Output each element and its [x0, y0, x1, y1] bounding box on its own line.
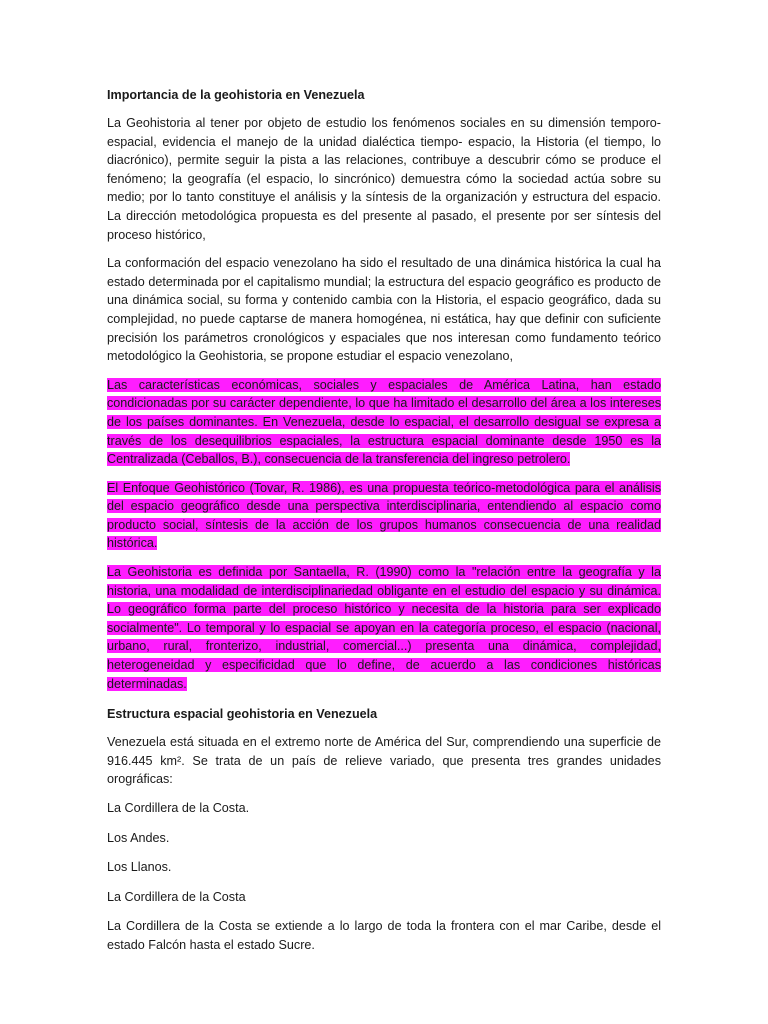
highlighted-paragraph-santaella — [107, 563, 661, 693]
subheading-cordillera: La Cordillera de la Costa — [107, 889, 246, 904]
paragraph-cordillera-extension: La Cordillera de la Costa se extiende a lo largo de toda la frontera con el mar Caribe, desde el estado Falcón hasta el estado Sucre. — [107, 919, 661, 952]
list-item-llanos: Los Llanos. — [107, 860, 172, 875]
section-heading-estructura: Estructura espacial geohistoria en Venezuela — [107, 707, 378, 722]
paragraph-geohistoria-definicion: La Geohistoria al tener por objeto de estudio los fenómenos sociales en su dimensión temporo-espacial, evidencia el manejo de la unidad dialéctica tiempo- espacio, la Historia (el tiempo, lo diacrónico), permite seguir la pista a las relaciones, contribuye a descubrir cómo se produce el fenómeno; la geografía (el espacio, lo sincrónico) demuestra cómo la sociedad actúa sobre su medio; por lo tanto constituye el análisis y la síntesis de la organización y estructura del espacio. La dirección metodológica propuesta es del presente al pasado, el presente por ser síntesis del proceso histórico, — [107, 116, 661, 242]
highlighted-paragraph-america-latina — [107, 376, 661, 469]
highlighted-paragraph-enfoque-geohistorico — [107, 479, 661, 553]
list-item-andes: Los Andes. — [107, 830, 170, 845]
paragraph-venezuela-situacion: Venezuela está situada en el extremo norte de América del Sur, comprendiendo una superficie de 916.445 km². Se trata de un país de relieve variado, que presenta tres grandes unidades orográficas: — [107, 735, 661, 787]
highlight-text: La Geohistoria es definida por Santaella, R. (1990) como la "relación entre la geografía y la historia, una modalidad de interdisciplinariedad obligante en el estudio del espacio y su dinámica. Lo geográfico forma parte del proceso histórico y necesita de la historia para ser explicado socialmente". Lo temporal y lo espacial se apoyan en la categoría proceso, el espacio (nacional, urbano, rural, fronterizo, industrial, comercial...) presenta una dinámica, complejidad, heterogeneidad y especificidad que lo define, de acuerdo a las condiciones históricas determinadas. — [107, 565, 661, 691]
paragraph-conformacion-espacio: La conformación del espacio venezolano ha sido el resultado de una dinámica histórica la cual ha estado determinada por el capitalismo mundial; la estructura del espacio geográfico es producto de una dinámica social, su forma y contenido cambia con la Historia, el espacio geográfico, dada su complejidad, no puede captarse de manera homogénea, ni estática, hay que definir con suficiente precisión los parámetros cronológicos y espaciales que nos interesan como fundamento teórico metodológico la Geohistoria, se propone estudiar el espacio venezolano, — [107, 256, 661, 364]
list-item-cordillera: La Cordillera de la Costa. — [107, 801, 250, 815]
document-page — [107, 86, 661, 965]
section-heading-importancia: Importancia de la geohistoria en Venezuela — [107, 88, 365, 102]
highlight-text: El Enfoque Geohistórico (Tovar, R. 1986), es una propuesta teórico-metodológica para el análisis del espacio geográfico desde una perspectiva interdisciplinaria, entendiendo al espacio como producto social, síntesis de la acción de los grupos humanos consecuencia de una realidad histórica. — [107, 480, 661, 551]
highlight-text: Las características económicas, sociales y espaciales de América Latina, han estado condicionadas por su carácter dependiente, lo que ha limitado el desarrollo del área a los intereses de los países dominantes. En Venezuela, desde lo espacial, el desarrollo desigual se expresa a través de los desequilibrios espaciales, la estructura espacial dominante desde 1950 es la Centralizada (Ceballos, B.), consecuencia de la transferencia del ingreso petrolero. — [107, 377, 661, 467]
